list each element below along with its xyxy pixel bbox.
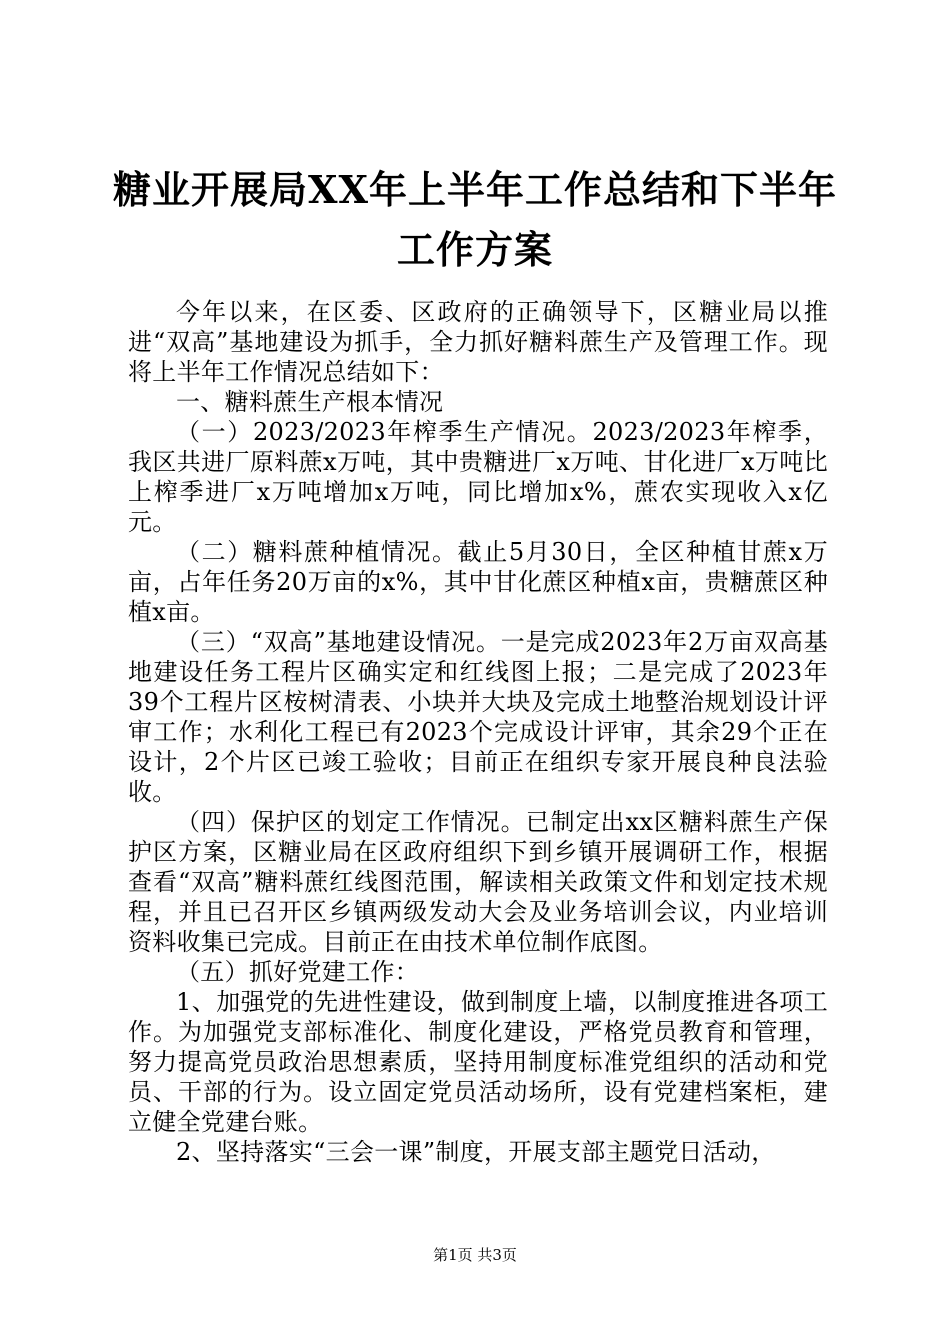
paragraph-6: 1、加强党的先进性建设，做到制度上墙，以制度推进各项工作。为加强党支部标准化、制度化建设，严格党员教育和管理，努力提高党员政治思想素质，坚持用制度标准党组织的活动和党员、干部的行为。设立固定党员活动场所，设有党建档案柜，建立健全党建台账。 xyxy=(128,988,828,1136)
page-footer: 第1页 共3页 xyxy=(433,1246,517,1264)
document-body xyxy=(128,297,828,1167)
paragraph-4: （四）保护区的划定工作情况。已制定出xx区糖料蔗生产保护区方案，区糖业局在区政府组织下到乡镇开展调研工作，根据查看“双高”糖料蔗红线图范围，解读相关政策文件和划定技术规程，并且已召开区乡镇两级发动大会及业务培训会议，内业培训资料收集已完成。目前正在由技术单位制作底图。 xyxy=(128,808,828,956)
paragraph-3: （三）“双高”基地建设情况。一是完成2023年2万亩双高基地建设任务工程片区确实定和红线图上报；二是完成了2023年39个工程片区桉树清表、小块并大块及完成土地整治规划设计评审工作；水利化工程已有2023个完成设计评审，其余29个正在设计，2个片区已竣工验收；目前正在组织专家开展良种良法验收。 xyxy=(128,628,828,806)
intro-paragraph: 今年以来，在区委、区政府的正确领导下，区糖业局以推进“双高”基地建设为抓手，全力抓好糖料蔗生产及管理工作。现将上半年工作情况总结如下： xyxy=(128,298,828,386)
paragraph-2: （二）糖料蔗种植情况。截止5月30日，全区种植甘蔗x万亩，占年任务20万亩的x%，其中甘化蔗区种植x亩，贵糖蔗区种植x亩。 xyxy=(128,538,828,626)
paragraph-1: （一）2023/2023年榨季生产情况。2023/2023年榨季，我区共进厂原料蔗x万吨，其中贵糖进厂x万吨、甘化进厂x万吨比上榨季进厂x万吨增加x万吨，同比增加x%，蔗农实现收入x亿元。 xyxy=(128,418,828,536)
section-heading: 一、糖料蔗生产根本情况 xyxy=(176,388,444,416)
paragraph-7: 2、坚持落实“三会一课”制度，开展支部主题党日活动， xyxy=(176,1138,776,1166)
document-title: 糖业开展局XX年上半年工作总结和下半年工作方案 xyxy=(113,167,837,272)
paragraph-5-heading: （五）抓好党建工作： xyxy=(176,958,419,986)
